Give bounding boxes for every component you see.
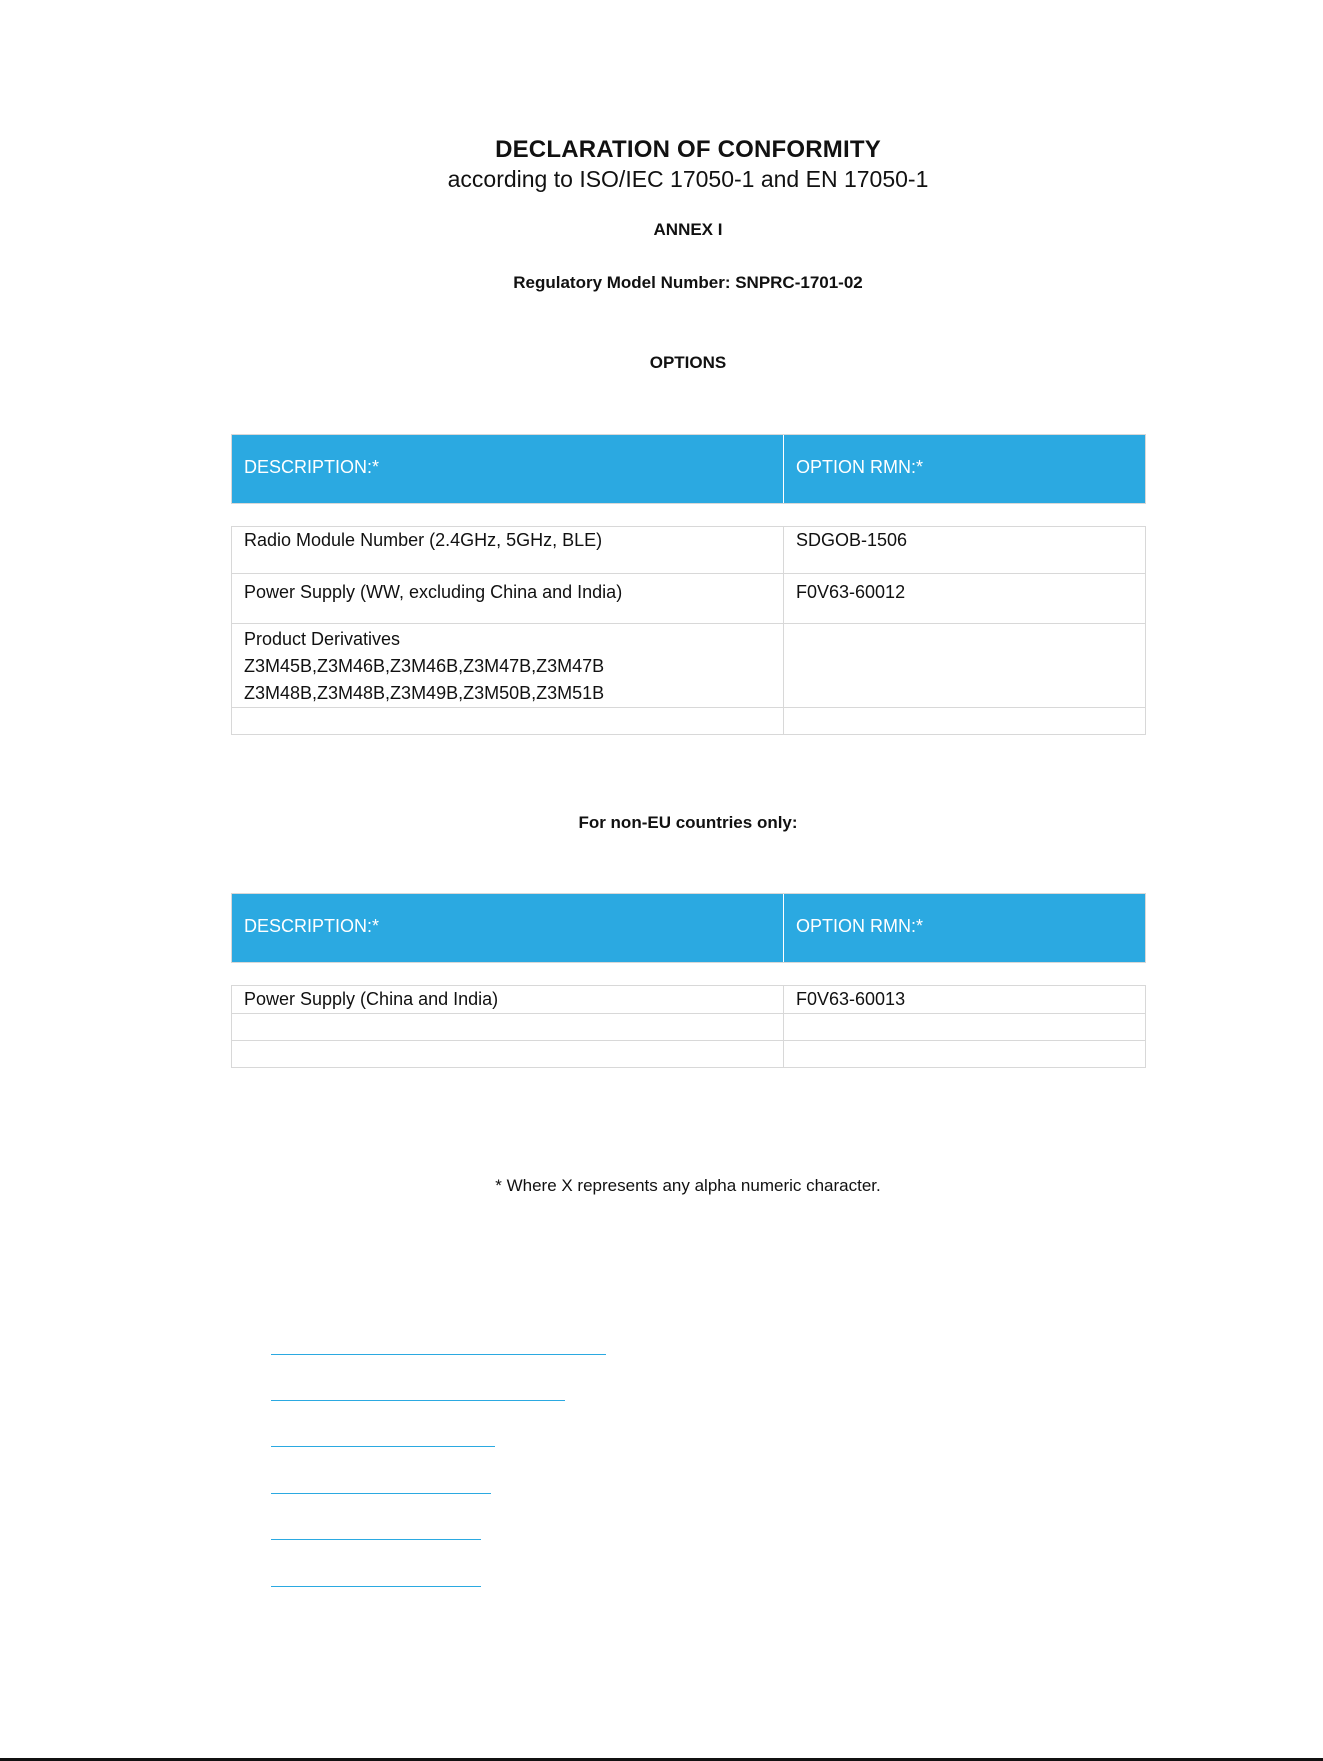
description-line: Z3M48B,Z3M48B,Z3M49B,Z3M50B,Z3M51B bbox=[244, 683, 605, 703]
description-cell: Power Supply (WW, excluding China and India) bbox=[232, 574, 784, 624]
table-row bbox=[232, 1014, 1146, 1041]
description-cell bbox=[232, 1041, 784, 1068]
description-column-header: DESCRIPTION:* bbox=[232, 435, 784, 503]
description-cell bbox=[232, 624, 784, 708]
table-row bbox=[232, 708, 1146, 735]
table-row bbox=[232, 1041, 1146, 1068]
annex-label: ANNEX I bbox=[653, 220, 723, 239]
options-table-header bbox=[231, 434, 1146, 504]
signature-field-line[interactable] bbox=[271, 1354, 606, 1355]
table-row bbox=[232, 574, 1146, 624]
description-line: Product Derivatives bbox=[244, 629, 401, 649]
option-rmn-cell: SDGOB-1506 bbox=[784, 527, 1146, 574]
document-title: DECLARATION OF CONFORMITY bbox=[495, 136, 881, 163]
non-eu-table bbox=[231, 985, 1146, 1068]
options-table bbox=[231, 526, 1146, 735]
description-cell: Power Supply (China and India) bbox=[232, 986, 784, 1014]
option-rmn-cell: F0V63-60012 bbox=[784, 574, 1146, 624]
description-cell bbox=[232, 708, 784, 735]
options-heading: OPTIONS bbox=[649, 353, 727, 372]
signature-field-line[interactable] bbox=[271, 1446, 495, 1447]
description-line: Z3M45B,Z3M46B,Z3M46B,Z3M47B,Z3M47B bbox=[244, 656, 605, 676]
signature-field-line[interactable] bbox=[271, 1586, 481, 1587]
option-rmn-cell bbox=[784, 624, 1146, 708]
description-column-header: DESCRIPTION:* bbox=[232, 894, 784, 962]
signature-field-line[interactable] bbox=[271, 1539, 481, 1540]
option-rmn-cell: F0V63-60013 bbox=[784, 986, 1146, 1014]
table-row bbox=[232, 986, 1146, 1014]
option-rmn-cell bbox=[784, 708, 1146, 735]
non-eu-heading: For non-EU countries only: bbox=[578, 813, 798, 832]
signature-field-line[interactable] bbox=[271, 1493, 491, 1494]
regulatory-model-number: Regulatory Model Number: SNPRC-1701-02 bbox=[513, 273, 863, 292]
option-rmn-column-header: OPTION RMN:* bbox=[796, 916, 924, 936]
document-subtitle: according to ISO/IEC 17050-1 and EN 17050-1 bbox=[447, 166, 929, 192]
table-row bbox=[232, 624, 1146, 708]
footnote: * Where X represents any alpha numeric character. bbox=[495, 1176, 881, 1195]
description-cell bbox=[232, 1014, 784, 1041]
description-cell: Radio Module Number (2.4GHz, 5GHz, BLE) bbox=[232, 527, 784, 574]
option-rmn-cell bbox=[784, 1041, 1146, 1068]
signature-field-line[interactable] bbox=[271, 1400, 565, 1401]
table-row bbox=[232, 527, 1146, 574]
non-eu-table-header bbox=[231, 893, 1146, 963]
option-rmn-column-header: OPTION RMN:* bbox=[796, 457, 924, 477]
option-rmn-cell bbox=[784, 1014, 1146, 1041]
